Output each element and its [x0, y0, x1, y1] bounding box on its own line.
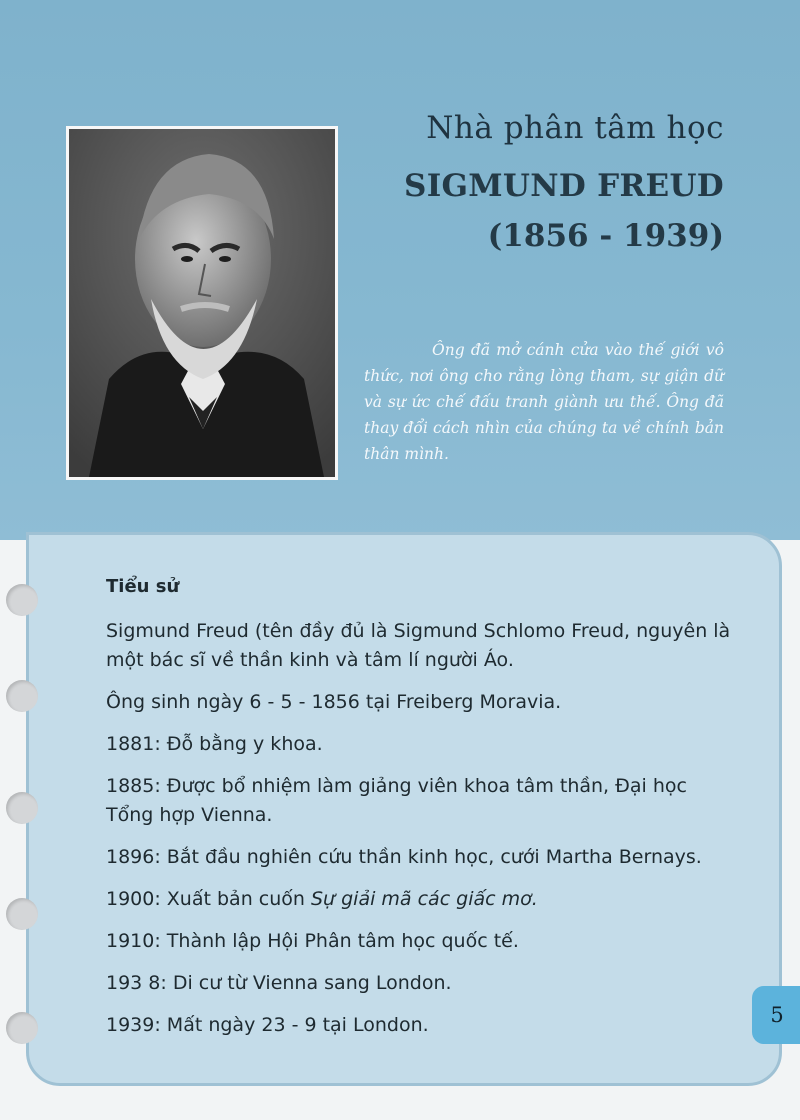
bio-event-prefix: 1900: Xuất bản cuốn: [106, 888, 311, 910]
book-title: Sự giải mã các giấc mơ.: [310, 888, 538, 910]
title-role: Nhà phân tâm học: [426, 110, 724, 146]
biography-content: [106, 572, 736, 1053]
page-number-tab: [752, 986, 800, 1044]
binder-hole: [6, 792, 38, 824]
portrait-photo: [69, 129, 335, 477]
bio-event: 1939: Mất ngày 23 - 9 tại London.: [106, 1014, 429, 1036]
title-years: (1856 - 1939): [487, 218, 724, 254]
binder-hole: [6, 1012, 38, 1044]
binder-hole: [6, 584, 38, 616]
portrait-photo-frame: [66, 126, 338, 480]
section-heading: Tiểu sử: [106, 576, 180, 597]
page-number: 5: [770, 1003, 784, 1027]
bio-intro: Sigmund Freud (tên đầy đủ là Sigmund Schlomo Freud, nguyên là một bác sĩ về thần kinh và tâm lí người Áo.: [106, 620, 731, 671]
bio-event: [106, 885, 736, 914]
bio-event: 1896: Bắt đầu nghiên cứu thần kinh học, cưới Martha Bernays.: [106, 846, 702, 868]
binder-hole: [6, 898, 38, 930]
title-name: SIGMUND FREUD: [404, 168, 724, 204]
bio-born: Ông sinh ngày 6 - 5 - 1856 tại Freiberg Moravia.: [106, 691, 562, 713]
intro-quote: Ông đã mở cánh cửa vào thế giới vô thức, nơi ông cho rằng lòng tham, sự giận dữ và sự ức chế đấu tranh giành ưu thế. Ông đã thay đổi cách nhìn của chúng ta về chính bản thân mình.: [364, 341, 724, 463]
bio-event: 193 8: Di cư từ Vienna sang London.: [106, 972, 452, 994]
bio-event: 1881: Đỗ bằng y khoa.: [106, 733, 323, 755]
bio-event: 1885: Được bổ nhiệm làm giảng viên khoa tâm thần, Đại học Tổng hợp Vienna.: [106, 775, 687, 826]
bio-event: 1910: Thành lập Hội Phân tâm học quốc tế.: [106, 930, 519, 952]
binder-hole: [6, 680, 38, 712]
